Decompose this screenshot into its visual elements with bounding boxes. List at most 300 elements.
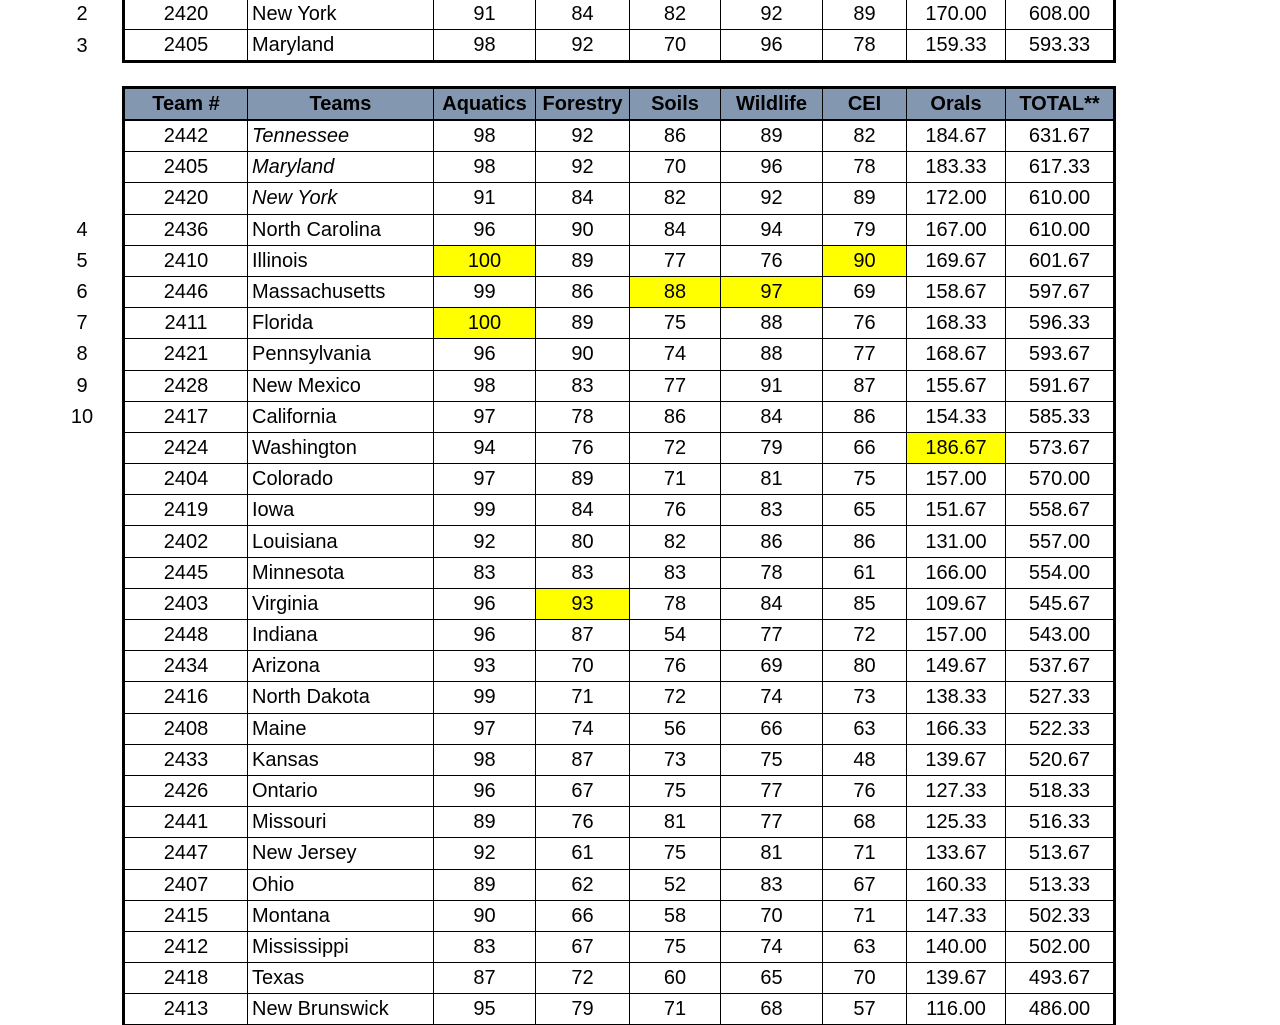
forestry-cell: 67 xyxy=(536,775,630,806)
aquatics-cell: 92 xyxy=(434,526,536,557)
table-row xyxy=(124,775,1115,806)
soils-cell: 74 xyxy=(630,339,721,370)
team-number-cell: 2441 xyxy=(124,807,248,838)
cei-cell: 71 xyxy=(823,900,907,931)
header-orals: Orals xyxy=(907,88,1006,121)
cei-cell: 85 xyxy=(823,588,907,619)
aquatics-cell: 94 xyxy=(434,432,536,463)
wildlife-cell: 74 xyxy=(721,682,823,713)
total-cell: 518.33 xyxy=(1006,775,1115,806)
team-name-cell: Colorado xyxy=(248,464,434,495)
rank-label: 7 xyxy=(76,312,88,335)
cei-cell: 66 xyxy=(823,432,907,463)
forestry-cell: 84 xyxy=(536,495,630,526)
cei-cell: 86 xyxy=(823,401,907,432)
team-number-cell: 2421 xyxy=(124,339,248,370)
table-row xyxy=(124,495,1115,526)
rank-label: 3 xyxy=(76,34,88,57)
team-number-cell: 2405 xyxy=(124,30,248,62)
total-cell: 513.33 xyxy=(1006,869,1115,900)
team-name-cell: California xyxy=(248,401,434,432)
total-cell: 617.33 xyxy=(1006,152,1115,183)
forestry-cell: 84 xyxy=(536,0,630,30)
total-cell: 631.67 xyxy=(1006,120,1115,152)
wildlife-cell: 94 xyxy=(721,214,823,245)
team-number-cell: 2447 xyxy=(124,838,248,869)
aquatics-cell: 96 xyxy=(434,588,536,619)
table-row xyxy=(124,401,1115,432)
team-number-cell: 2436 xyxy=(124,214,248,245)
team-number-cell: 2445 xyxy=(124,557,248,588)
orals-cell: 147.33 xyxy=(907,900,1006,931)
rank-label: 4 xyxy=(76,218,88,241)
total-cell: 570.00 xyxy=(1006,464,1115,495)
team-name-cell: Mississippi xyxy=(248,931,434,962)
header-cei: CEI xyxy=(823,88,907,121)
team-name-cell: Florida xyxy=(248,308,434,339)
team-number-cell: 2407 xyxy=(124,869,248,900)
table-row xyxy=(124,464,1115,495)
soils-cell: 54 xyxy=(630,620,721,651)
cei-cell: 57 xyxy=(823,994,907,1025)
forestry-cell: 93 xyxy=(536,588,630,619)
team-name-cell: Minnesota xyxy=(248,557,434,588)
forestry-cell: 92 xyxy=(536,120,630,152)
soils-cell: 81 xyxy=(630,807,721,838)
cei-cell: 86 xyxy=(823,526,907,557)
team-number-cell: 2426 xyxy=(124,775,248,806)
soils-cell: 71 xyxy=(630,464,721,495)
table-row xyxy=(124,526,1115,557)
forestry-cell: 71 xyxy=(536,682,630,713)
total-cell: 543.00 xyxy=(1006,620,1115,651)
aquatics-cell: 100 xyxy=(434,245,536,276)
total-cell: 601.67 xyxy=(1006,245,1115,276)
table-row xyxy=(124,682,1115,713)
cei-cell: 72 xyxy=(823,620,907,651)
team-number-cell: 2403 xyxy=(124,588,248,619)
rank-label: 5 xyxy=(76,249,88,272)
soils-cell: 82 xyxy=(630,526,721,557)
cei-cell: 76 xyxy=(823,308,907,339)
table-row xyxy=(124,120,1115,152)
soils-cell: 76 xyxy=(630,651,721,682)
total-cell: 554.00 xyxy=(1006,557,1115,588)
aquatics-cell: 98 xyxy=(434,152,536,183)
header-total: TOTAL** xyxy=(1006,88,1115,121)
forestry-cell: 74 xyxy=(536,713,630,744)
aquatics-cell: 99 xyxy=(434,276,536,307)
wildlife-cell: 88 xyxy=(721,308,823,339)
header-name: Teams xyxy=(248,88,434,121)
cei-cell: 79 xyxy=(823,214,907,245)
cei-cell: 77 xyxy=(823,339,907,370)
team-number-cell: 2442 xyxy=(124,120,248,152)
soils-cell: 82 xyxy=(630,0,721,30)
forestry-cell: 67 xyxy=(536,931,630,962)
table-row xyxy=(124,807,1115,838)
header-team: Team # xyxy=(124,88,248,121)
aquatics-cell: 93 xyxy=(434,651,536,682)
team-name-cell: New Brunswick xyxy=(248,994,434,1025)
aquatics-cell: 97 xyxy=(434,713,536,744)
table-row xyxy=(124,994,1115,1025)
cei-cell: 76 xyxy=(823,775,907,806)
orals-cell: 155.67 xyxy=(907,370,1006,401)
aquatics-cell: 98 xyxy=(434,120,536,152)
total-cell: 573.67 xyxy=(1006,432,1115,463)
cei-cell: 63 xyxy=(823,931,907,962)
table-row xyxy=(124,152,1115,183)
table-row xyxy=(124,183,1115,214)
soils-cell: 75 xyxy=(630,308,721,339)
cei-cell: 73 xyxy=(823,682,907,713)
wildlife-cell: 78 xyxy=(721,557,823,588)
team-name-cell: Washington xyxy=(248,432,434,463)
total-cell: 597.67 xyxy=(1006,276,1115,307)
top-results-table xyxy=(122,0,1116,63)
soils-cell: 82 xyxy=(630,183,721,214)
cei-cell: 65 xyxy=(823,495,907,526)
cei-cell: 80 xyxy=(823,651,907,682)
team-number-cell: 2412 xyxy=(124,931,248,962)
team-name-cell: Ohio xyxy=(248,869,434,900)
table-row xyxy=(124,0,1115,30)
table-row xyxy=(124,838,1115,869)
soils-cell: 56 xyxy=(630,713,721,744)
header-forestry: Forestry xyxy=(536,88,630,121)
table-row xyxy=(124,931,1115,962)
wildlife-cell: 81 xyxy=(721,464,823,495)
total-cell: 516.33 xyxy=(1006,807,1115,838)
aquatics-cell: 96 xyxy=(434,214,536,245)
forestry-cell: 92 xyxy=(536,152,630,183)
team-name-cell: Arizona xyxy=(248,651,434,682)
aquatics-cell: 92 xyxy=(434,838,536,869)
rank-label: 6 xyxy=(76,281,88,304)
table-row xyxy=(124,651,1115,682)
cei-cell: 71 xyxy=(823,838,907,869)
forestry-cell: 83 xyxy=(536,557,630,588)
aquatics-cell: 90 xyxy=(434,900,536,931)
aquatics-cell: 89 xyxy=(434,869,536,900)
table-row xyxy=(124,869,1115,900)
orals-cell: 166.33 xyxy=(907,713,1006,744)
team-name-cell: New Mexico xyxy=(248,370,434,401)
team-name-cell: New York xyxy=(248,183,434,214)
cei-cell: 89 xyxy=(823,183,907,214)
forestry-cell: 83 xyxy=(536,370,630,401)
team-name-cell: New York xyxy=(248,0,434,30)
soils-cell: 76 xyxy=(630,495,721,526)
orals-cell: 157.00 xyxy=(907,620,1006,651)
soils-cell: 70 xyxy=(630,30,721,62)
team-name-cell: Ontario xyxy=(248,775,434,806)
forestry-cell: 70 xyxy=(536,651,630,682)
orals-cell: 131.00 xyxy=(907,526,1006,557)
team-name-cell: Illinois xyxy=(248,245,434,276)
table-row xyxy=(124,744,1115,775)
team-number-cell: 2416 xyxy=(124,682,248,713)
cei-cell: 48 xyxy=(823,744,907,775)
aquatics-cell: 99 xyxy=(434,682,536,713)
team-number-cell: 2413 xyxy=(124,994,248,1025)
team-number-cell: 2420 xyxy=(124,0,248,30)
team-name-cell: New Jersey xyxy=(248,838,434,869)
team-number-cell: 2434 xyxy=(124,651,248,682)
rank-label: 8 xyxy=(76,343,88,366)
header-row xyxy=(124,88,1115,121)
soils-cell: 75 xyxy=(630,775,721,806)
total-cell: 610.00 xyxy=(1006,183,1115,214)
wildlife-cell: 70 xyxy=(721,900,823,931)
forestry-cell: 90 xyxy=(536,214,630,245)
team-name-cell: North Dakota xyxy=(248,682,434,713)
wildlife-cell: 84 xyxy=(721,588,823,619)
forestry-cell: 87 xyxy=(536,620,630,651)
rank-label: 10 xyxy=(70,405,94,428)
team-number-cell: 2420 xyxy=(124,183,248,214)
total-cell: 610.00 xyxy=(1006,214,1115,245)
total-cell: 493.67 xyxy=(1006,963,1115,994)
aquatics-cell: 96 xyxy=(434,775,536,806)
aquatics-cell: 98 xyxy=(434,370,536,401)
cei-cell: 78 xyxy=(823,152,907,183)
total-cell: 545.67 xyxy=(1006,588,1115,619)
orals-cell: 167.00 xyxy=(907,214,1006,245)
orals-cell: 133.67 xyxy=(907,838,1006,869)
wildlife-cell: 96 xyxy=(721,152,823,183)
forestry-cell: 89 xyxy=(536,245,630,276)
cei-cell: 68 xyxy=(823,807,907,838)
team-name-cell: Virginia xyxy=(248,588,434,619)
table-row xyxy=(124,557,1115,588)
wildlife-cell: 92 xyxy=(721,183,823,214)
orals-cell: 154.33 xyxy=(907,401,1006,432)
soils-cell: 83 xyxy=(630,557,721,588)
team-number-cell: 2410 xyxy=(124,245,248,276)
wildlife-cell: 91 xyxy=(721,370,823,401)
team-name-cell: Montana xyxy=(248,900,434,931)
table-row xyxy=(124,620,1115,651)
cei-cell: 63 xyxy=(823,713,907,744)
orals-cell: 157.00 xyxy=(907,464,1006,495)
team-name-cell: Maine xyxy=(248,713,434,744)
soils-cell: 75 xyxy=(630,931,721,962)
rank-label: 9 xyxy=(76,374,88,397)
forestry-cell: 76 xyxy=(536,807,630,838)
team-number-cell: 2402 xyxy=(124,526,248,557)
total-cell: 513.67 xyxy=(1006,838,1115,869)
cei-cell: 82 xyxy=(823,120,907,152)
table-row xyxy=(124,276,1115,307)
soils-cell: 77 xyxy=(630,245,721,276)
wildlife-cell: 83 xyxy=(721,869,823,900)
wildlife-cell: 96 xyxy=(721,30,823,62)
forestry-cell: 80 xyxy=(536,526,630,557)
wildlife-cell: 74 xyxy=(721,931,823,962)
orals-cell: 166.00 xyxy=(907,557,1006,588)
forestry-cell: 79 xyxy=(536,994,630,1025)
soils-cell: 73 xyxy=(630,744,721,775)
team-number-cell: 2411 xyxy=(124,308,248,339)
total-cell: 520.67 xyxy=(1006,744,1115,775)
wildlife-cell: 76 xyxy=(721,245,823,276)
orals-cell: 184.67 xyxy=(907,120,1006,152)
aquatics-cell: 96 xyxy=(434,339,536,370)
table-row xyxy=(124,963,1115,994)
total-cell: 502.33 xyxy=(1006,900,1115,931)
soils-cell: 84 xyxy=(630,214,721,245)
aquatics-cell: 83 xyxy=(434,557,536,588)
wildlife-cell: 66 xyxy=(721,713,823,744)
team-number-cell: 2415 xyxy=(124,900,248,931)
total-cell: 593.33 xyxy=(1006,30,1115,62)
soils-cell: 72 xyxy=(630,432,721,463)
team-number-cell: 2418 xyxy=(124,963,248,994)
soils-cell: 86 xyxy=(630,120,721,152)
team-name-cell: Kansas xyxy=(248,744,434,775)
team-name-cell: Tennessee xyxy=(248,120,434,152)
soils-cell: 52 xyxy=(630,869,721,900)
forestry-cell: 66 xyxy=(536,900,630,931)
forestry-cell: 61 xyxy=(536,838,630,869)
aquatics-cell: 83 xyxy=(434,931,536,962)
orals-cell: 140.00 xyxy=(907,931,1006,962)
total-cell: 522.33 xyxy=(1006,713,1115,744)
forestry-cell: 84 xyxy=(536,183,630,214)
aquatics-cell: 98 xyxy=(434,30,536,62)
soils-cell: 75 xyxy=(630,838,721,869)
table-row xyxy=(124,30,1115,62)
wildlife-cell: 88 xyxy=(721,339,823,370)
wildlife-cell: 92 xyxy=(721,0,823,30)
aquatics-cell: 97 xyxy=(434,464,536,495)
table-row xyxy=(124,432,1115,463)
team-number-cell: 2405 xyxy=(124,152,248,183)
wildlife-cell: 89 xyxy=(721,120,823,152)
wildlife-cell: 75 xyxy=(721,744,823,775)
forestry-cell: 87 xyxy=(536,744,630,775)
team-number-cell: 2404 xyxy=(124,464,248,495)
orals-cell: 158.67 xyxy=(907,276,1006,307)
orals-cell: 109.67 xyxy=(907,588,1006,619)
team-name-cell: Missouri xyxy=(248,807,434,838)
cei-cell: 78 xyxy=(823,30,907,62)
wildlife-cell: 79 xyxy=(721,432,823,463)
aquatics-cell: 89 xyxy=(434,807,536,838)
team-name-cell: Louisiana xyxy=(248,526,434,557)
orals-cell: 116.00 xyxy=(907,994,1006,1025)
wildlife-cell: 77 xyxy=(721,620,823,651)
cei-cell: 90 xyxy=(823,245,907,276)
wildlife-cell: 65 xyxy=(721,963,823,994)
orals-cell: 160.33 xyxy=(907,869,1006,900)
table-row xyxy=(124,370,1115,401)
table-row xyxy=(124,339,1115,370)
forestry-cell: 62 xyxy=(536,869,630,900)
cei-cell: 69 xyxy=(823,276,907,307)
team-number-cell: 2408 xyxy=(124,713,248,744)
cei-cell: 61 xyxy=(823,557,907,588)
wildlife-cell: 77 xyxy=(721,807,823,838)
header-aquatics: Aquatics xyxy=(434,88,536,121)
aquatics-cell: 96 xyxy=(434,620,536,651)
team-number-cell: 2424 xyxy=(124,432,248,463)
orals-cell: 172.00 xyxy=(907,183,1006,214)
orals-cell: 186.67 xyxy=(907,432,1006,463)
forestry-cell: 92 xyxy=(536,30,630,62)
total-cell: 593.67 xyxy=(1006,339,1115,370)
soils-cell: 72 xyxy=(630,682,721,713)
orals-cell: 125.33 xyxy=(907,807,1006,838)
aquatics-cell: 99 xyxy=(434,495,536,526)
wildlife-cell: 81 xyxy=(721,838,823,869)
aquatics-cell: 87 xyxy=(434,963,536,994)
table-row xyxy=(124,900,1115,931)
total-cell: 486.00 xyxy=(1006,994,1115,1025)
aquatics-cell: 98 xyxy=(434,744,536,775)
soils-cell: 86 xyxy=(630,401,721,432)
total-cell: 537.67 xyxy=(1006,651,1115,682)
team-name-cell: Maryland xyxy=(248,30,434,62)
cei-cell: 67 xyxy=(823,869,907,900)
forestry-cell: 78 xyxy=(536,401,630,432)
cei-cell: 75 xyxy=(823,464,907,495)
orals-cell: 159.33 xyxy=(907,30,1006,62)
wildlife-cell: 84 xyxy=(721,401,823,432)
table-row xyxy=(124,308,1115,339)
team-number-cell: 2417 xyxy=(124,401,248,432)
team-name-cell: Iowa xyxy=(248,495,434,526)
wildlife-cell: 83 xyxy=(721,495,823,526)
forestry-cell: 86 xyxy=(536,276,630,307)
aquatics-cell: 91 xyxy=(434,183,536,214)
total-cell: 591.67 xyxy=(1006,370,1115,401)
aquatics-cell: 100 xyxy=(434,308,536,339)
wildlife-cell: 69 xyxy=(721,651,823,682)
soils-cell: 77 xyxy=(630,370,721,401)
total-cell: 558.67 xyxy=(1006,495,1115,526)
orals-cell: 127.33 xyxy=(907,775,1006,806)
cei-cell: 89 xyxy=(823,0,907,30)
soils-cell: 58 xyxy=(630,900,721,931)
orals-cell: 139.67 xyxy=(907,963,1006,994)
cei-cell: 70 xyxy=(823,963,907,994)
forestry-cell: 90 xyxy=(536,339,630,370)
total-cell: 502.00 xyxy=(1006,931,1115,962)
soils-cell: 71 xyxy=(630,994,721,1025)
team-number-cell: 2433 xyxy=(124,744,248,775)
table-row xyxy=(124,245,1115,276)
rank-label: 2 xyxy=(76,3,88,26)
aquatics-cell: 95 xyxy=(434,994,536,1025)
orals-cell: 183.33 xyxy=(907,152,1006,183)
forestry-cell: 76 xyxy=(536,432,630,463)
team-name-cell: Massachusetts xyxy=(248,276,434,307)
team-name-cell: Texas xyxy=(248,963,434,994)
wildlife-cell: 86 xyxy=(721,526,823,557)
orals-cell: 168.33 xyxy=(907,308,1006,339)
orals-cell: 170.00 xyxy=(907,0,1006,30)
standings-table xyxy=(122,86,1116,1025)
table-row xyxy=(124,713,1115,744)
wildlife-cell: 68 xyxy=(721,994,823,1025)
total-cell: 608.00 xyxy=(1006,0,1115,30)
orals-cell: 169.67 xyxy=(907,245,1006,276)
soils-cell: 60 xyxy=(630,963,721,994)
team-name-cell: Indiana xyxy=(248,620,434,651)
